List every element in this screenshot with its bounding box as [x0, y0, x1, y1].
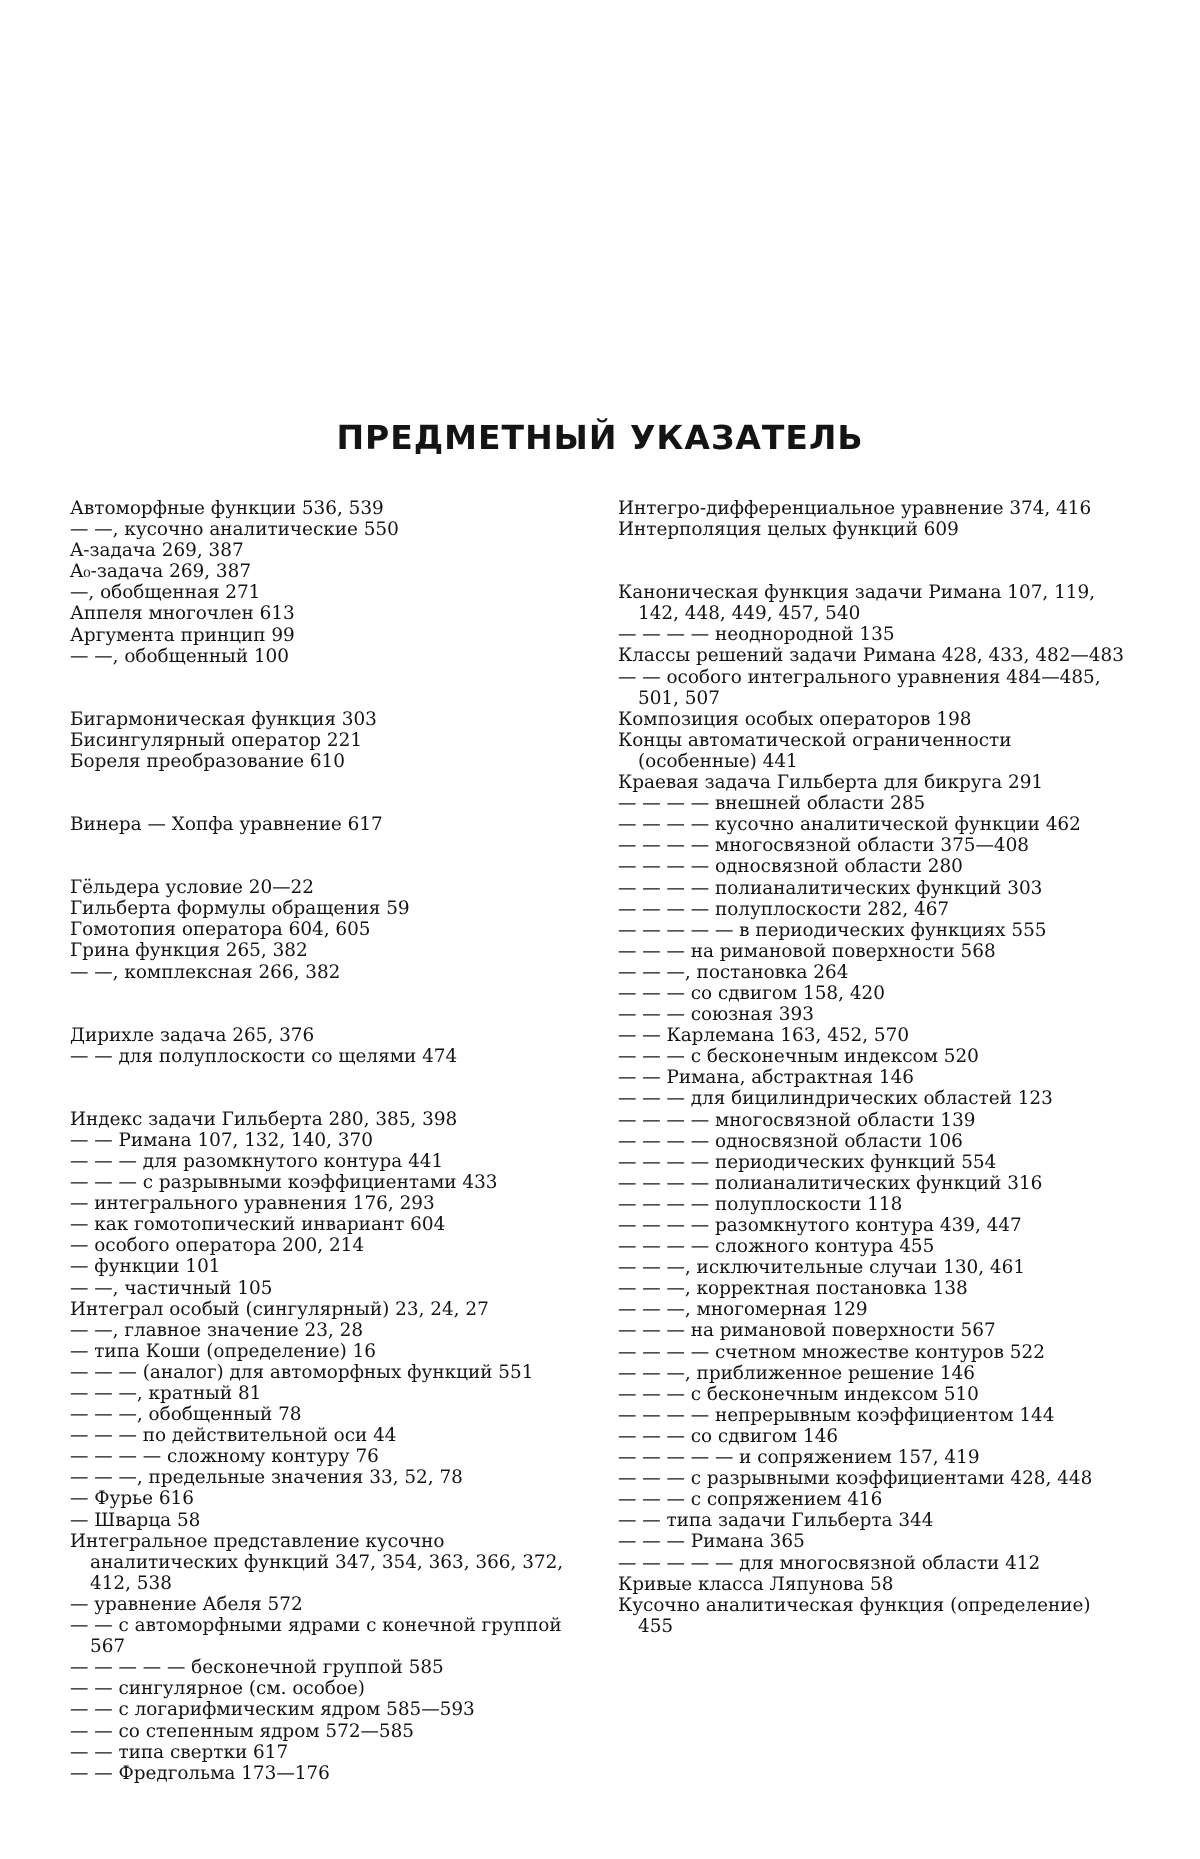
index-entry: Интегральное представление кусочно аналитических функций 347, 354, 363, 366, 372, 412, 538: [70, 1530, 564, 1594]
index-entry: — — —, предельные значения 33, 52, 78: [70, 1467, 463, 1489]
index-entry: — — — — полуплоскости 118: [618, 1193, 903, 1215]
index-entry: Гильберта формулы обращения 59: [70, 898, 410, 920]
index-entry: A₀-задача 269, 387: [70, 561, 252, 583]
index-entry: — — — — — бесконечной группой 585: [70, 1657, 444, 1679]
index-entry: — — — для разомкнутого контура 441: [70, 1150, 444, 1172]
index-entry: — — — со сдвигом 158, 420: [618, 982, 885, 1004]
index-entry: — — —, постановка 264: [618, 961, 849, 983]
index-entry: — — — — — для многосвязной области 412: [618, 1552, 1041, 1574]
index-entry: Дирихле задача 265, 376: [70, 1024, 315, 1046]
index-entry: — — — — многосвязной области 375—408: [618, 835, 1029, 857]
index-entry: Аппеля многочлен 613: [70, 603, 295, 625]
index-entry: — — особого интегрального уравнения 484—485, 501, 507: [618, 666, 1101, 709]
index-entry: — Шварца 58: [70, 1509, 201, 1531]
index-entry: — —, комплексная 266, 382: [70, 961, 341, 983]
index-entry: — Фурье 616: [70, 1488, 194, 1510]
section-gap: [618, 540, 1126, 582]
index-entry: — как гомотопический инвариант 604: [70, 1214, 446, 1236]
index-entry: — — — с разрывными коэффициентами 433: [70, 1172, 498, 1194]
index-entry: — — —, приближенное решение 146: [618, 1362, 975, 1384]
index-entry: — особого оператора 200, 214: [70, 1235, 365, 1257]
index-entry: — — — — счетном множестве контуров 522: [618, 1341, 1045, 1363]
section-gap: [70, 772, 580, 814]
index-entry: — функции 101: [70, 1256, 221, 1278]
page-title: ПРЕДМЕТНЫЙ УКАЗАТЕЛЬ: [336, 418, 864, 457]
index-entry: Интерполяция целых функций 609: [618, 519, 959, 541]
index-entry: A-задача 269, 387: [70, 540, 244, 562]
index-entry: — — — — полианалитических функций 303: [618, 877, 1043, 899]
index-entry: — — — — периодических функций 554: [618, 1151, 997, 1173]
index-entry: — — типа задачи Гильберта 344: [618, 1510, 934, 1532]
index-entry: — — — — — в периодических функциях 555: [618, 919, 1047, 941]
index-entry: — — — — непрерывным коэффициентом 144: [618, 1404, 1055, 1426]
index-entry: — —, главное значение 23, 28: [70, 1319, 364, 1341]
index-entry: — — со степенным ядром 572—585: [70, 1720, 415, 1742]
index-entry: — — — на римановой поверхности 567: [618, 1320, 996, 1342]
index-entry: — типа Коши (определение) 16: [70, 1340, 376, 1362]
index-entry: Бигармоническая функция 303: [70, 708, 377, 730]
index-entry: Краевая задача Гильберта для бикруга 291: [618, 772, 1044, 794]
index-entry: — — — с сопряжением 416: [618, 1489, 883, 1511]
index-entry: — — типа свертки 617: [70, 1741, 289, 1763]
index-entry: — — — — многосвязной области 139: [618, 1109, 976, 1131]
index-entry: Каноническая функция задачи Римана 107, 119, 142, 448, 449, 457, 540: [618, 582, 1096, 625]
index-entry: — —, частичный 105: [70, 1277, 273, 1299]
index-entry: — — с логарифмическим ядром 585—593: [70, 1699, 475, 1721]
index-entry: — — — на римановой поверхности 568: [618, 940, 996, 962]
index-entry: — — — для бицилиндрических областей 123: [618, 1088, 1053, 1110]
index-entry: — — для полуплоскости со щелями 474: [70, 1045, 458, 1067]
index-entry: Грина функция 265, 382: [70, 940, 308, 962]
index-entry: Бореля преобразование 610: [70, 750, 345, 772]
index-entry: Классы решений задачи Римана 428, 433, 482—483: [618, 645, 1124, 667]
index-entry: — — — союзная 393: [618, 1004, 814, 1026]
index-entry: Интеграл особый (сингулярный) 23, 24, 27: [70, 1298, 489, 1320]
index-entry: — — Фредгольма 173—176: [70, 1762, 330, 1784]
index-entry: Винера — Хопфа уравнение 617: [70, 814, 383, 836]
index-column-left: [70, 498, 580, 1784]
index-column-right: [618, 498, 1126, 1637]
index-entry: — уравнение Абеля 572: [70, 1593, 303, 1615]
index-entry: Композиция особых операторов 198: [618, 708, 972, 730]
index-entry: — — —, кратный 81: [70, 1383, 262, 1404]
index-entry: Кривые класса Ляпунова 58: [618, 1573, 894, 1595]
index-entry: — — Римана, абстрактная 146: [618, 1067, 914, 1089]
index-entry: — — Римана 107, 132, 140, 370: [70, 1129, 373, 1151]
index-entry: — — —, корректная постановка 138: [618, 1278, 968, 1300]
index-entry: — — сингулярное (см. особое): [70, 1678, 365, 1700]
index-entry: Концы автоматической ограниченности (особенные) 441: [618, 729, 1012, 772]
index-entry: — — — с разрывными коэффициентами 428, 448: [618, 1468, 1093, 1490]
index-entry: — — — — сложного контура 455: [618, 1236, 935, 1258]
index-entry: — —, кусочно аналитические 550: [70, 519, 399, 541]
index-entry: — — — по действительной оси 44: [70, 1425, 397, 1447]
index-entry: — — — (аналог) для автоморфных функций 551: [70, 1361, 534, 1383]
index-entry: Индекс задачи Гильберта 280, 385, 398: [70, 1108, 458, 1130]
index-entry: — — — со сдвигом 146: [618, 1425, 839, 1447]
index-entry: Кусочно аналитическая функция (определение) 455: [618, 1594, 1091, 1637]
index-entry: — — — — неоднородной 135: [618, 624, 895, 646]
section-gap: [70, 1067, 580, 1109]
index-entry: Аргумента принцип 99: [70, 624, 295, 646]
index-entry: — — —, многомерная 129: [618, 1299, 868, 1321]
index-entry: — — — с бесконечным индексом 520: [618, 1046, 979, 1068]
index-entry: — — — — односвязной области 106: [618, 1130, 963, 1152]
index-entry: — — — — полианалитических функций 316: [618, 1172, 1043, 1194]
index-entry: — — с автоморфными ядрами с конечной группой 567: [70, 1615, 562, 1658]
index-entry: —, обобщенная 271: [70, 582, 261, 604]
index-entry: — — — — внешней области 285: [618, 793, 926, 815]
index-entry: Гёльдера условие 20—22: [70, 877, 314, 899]
index-entry: — — — — сложному контуру 76: [70, 1446, 379, 1468]
index-entry: Интегро-дифференциальное уравнение 374, 416: [618, 498, 1092, 519]
index-entry: — — —, обобщенный 78: [70, 1404, 302, 1426]
index-entry: — — Карлемана 163, 452, 570: [618, 1025, 910, 1047]
index-entry: — — — Римана 365: [618, 1531, 805, 1553]
section-gap: [70, 667, 580, 709]
index-entry: — интегрального уравнения 176, 293: [70, 1193, 435, 1215]
index-entry: — — —, исключительные случаи 130, 461: [618, 1257, 1026, 1279]
index-entry: Автоморфные функции 536, 539: [70, 498, 384, 519]
index-entry: Бисингулярный оператор 221: [70, 729, 363, 751]
index-entry: Гомотопия оператора 604, 605: [70, 919, 371, 941]
section-gap: [70, 983, 580, 1025]
index-entry: — — — — полуплоскости 282, 467: [618, 898, 950, 920]
index-entry: — —, обобщенный 100: [70, 645, 289, 667]
section-gap: [70, 835, 580, 877]
index-entry: — — — — разомкнутого контура 439, 447: [618, 1215, 1022, 1236]
index-entry: — — — — односвязной области 280: [618, 856, 963, 878]
index-entry: — — — — — и сопряжением 157, 419: [618, 1447, 980, 1469]
index-entry: — — — с бесконечным индексом 510: [618, 1383, 979, 1405]
index-entry: — — — — кусочно аналитической функции 462: [618, 814, 1081, 836]
